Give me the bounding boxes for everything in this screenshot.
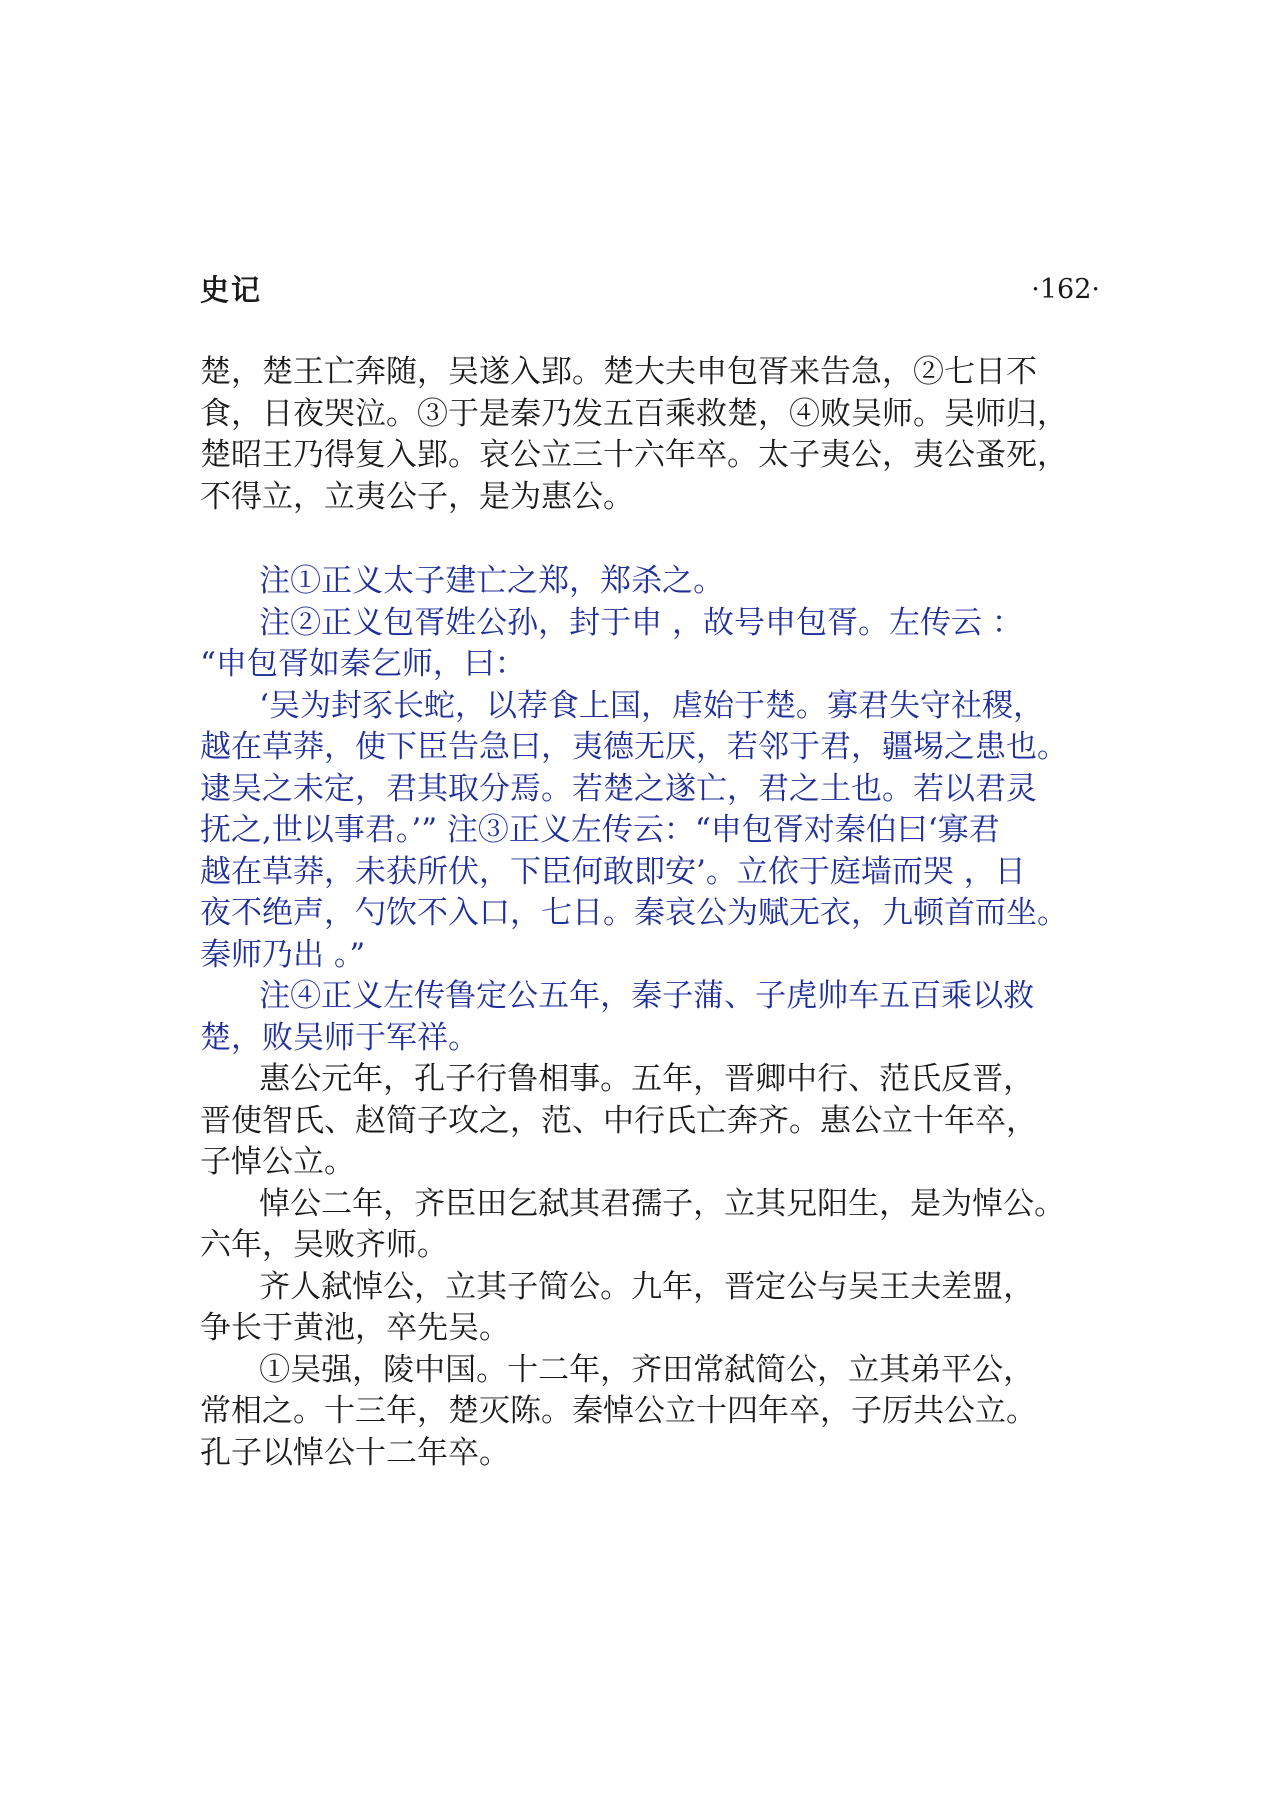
text-line: 楚，楚王亡奔随，吴遂入郢。楚大夫申包胥来告急，②七日不 [200,354,1037,390]
text-line: ①吴强，陵中国。十二年，齐田常弑简公，立其弟平公， [200,1351,1035,1388]
note-line: 抚之,世以事君。’” 注③正义左传云：“申包胥对秦伯曰‘寡君 [200,812,1000,848]
annotation-notes [200,561,1110,1059]
text-line: 不得立，立夷公子，是为惠公。 [200,478,634,515]
page-header [200,270,1100,310]
text-line: 晋使智氏、赵简子攻之，范、中行氏亡奔齐。惠公立十年卒， [200,1102,1037,1139]
note-line: 越在草莽，使下臣告急曰，夷德无厌，若邻于君，疆埸之患也。 [200,729,1068,765]
text-line: 惠公元年，孔子行鲁相事。五年，晋卿中行、范氏反晋， [200,1061,1035,1097]
paragraph-spacer [200,518,1110,561]
text-line: 食，日夜哭泣。③于是秦乃发五百乘救楚，④败吴师。吴师归， [200,395,1068,432]
text-line: 齐人弑悼公，立其子简公。九年，晋定公与吴王夫差盟， [200,1268,1035,1305]
text-line: 楚昭王乃得复入郢。哀公立三十六年卒。太子夷公，夷公蚤死， [200,437,1068,473]
note-line: 逮吴之未定，君其取分焉。若楚之遂亡，君之土也。若以君灵 [200,770,1037,807]
text-line: 争长于黄池，卒先吴。 [200,1310,510,1346]
note-line: 越在草莽，未获所伏，下臣何敢即安’。立依于庭墙而哭 ，日 [200,853,1026,890]
text-line: 孔子以悼公十二年卒。 [200,1434,510,1471]
body-paragraph-2 [200,1059,1110,1474]
note-line: 注②正义包胥姓公孙，封于申 ，故号申包胥。左传云 ： [200,604,1023,641]
note-line: 秦师乃出 。” [200,936,366,973]
book-title: 史记 [200,273,263,307]
main-text [200,352,1110,1474]
note-line: 注①正义太子建亡之郑，郑杀之。 [200,563,725,599]
body-paragraph-1 [200,352,1110,518]
text-line: 常相之。十三年，楚灭陈。秦悼公立十四年卒，子厉共公立。 [200,1393,1037,1429]
text-line: 悼公二年，齐臣田乞弑其君孺子，立其兄阳生，是为悼公。 [200,1185,1066,1222]
text-line: 子悼公立。 [200,1144,355,1180]
note-line: “申包胥如秦乞师，曰： [200,646,526,682]
note-line: 夜不绝声，勺饮不入口，七日。秦哀公为赋无衣，九顿首而坐。 [200,895,1068,931]
page-number: ·162· [1031,274,1100,305]
text-line: 六年，吴败齐师。 [200,1227,448,1263]
note-line: 注④正义左传鲁定公五年，秦子蒲、子虎帅车五百乘以救 [200,978,1035,1014]
note-line: 楚，败吴师于军祥。 [200,1019,479,1056]
note-line: ‘吴为封豕长蛇，以荐食上国，虐始于楚。寡君失守社稷， [200,687,1044,724]
